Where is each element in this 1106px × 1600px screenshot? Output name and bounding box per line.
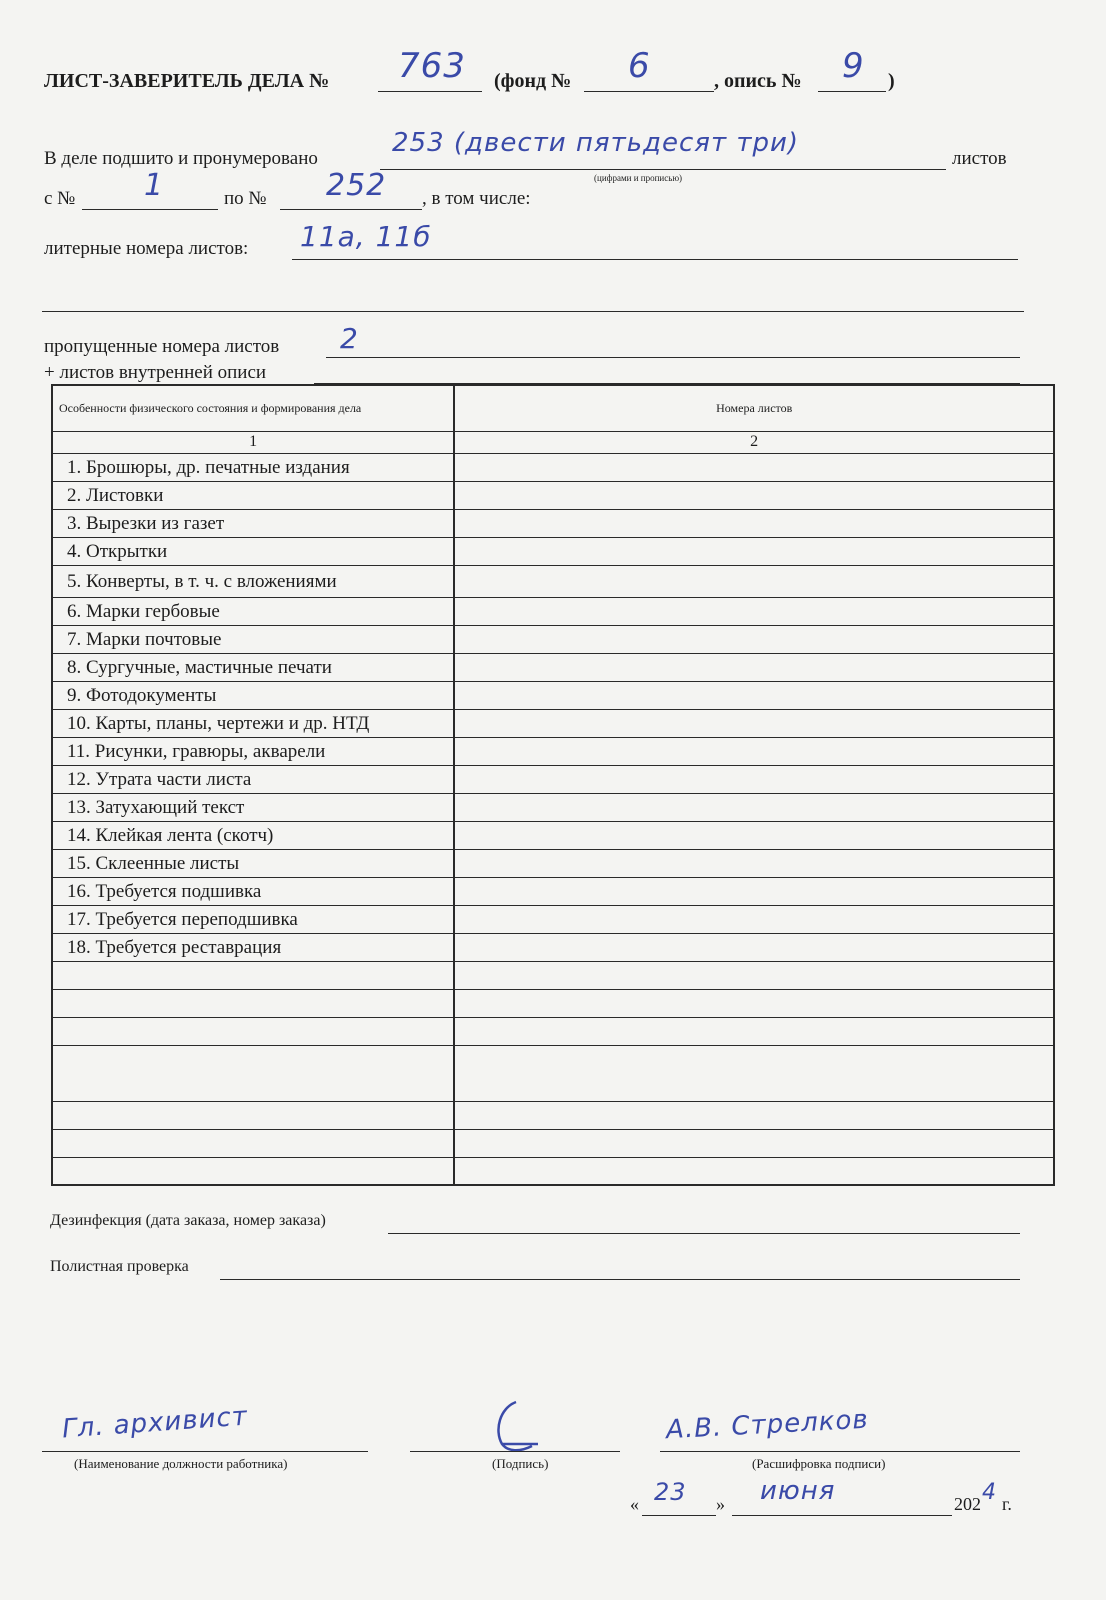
row-label: 1. Брошюры, др. печатные издания — [52, 453, 454, 481]
table-row — [52, 481, 1054, 509]
row-value — [454, 849, 1054, 877]
row-label: 16. Требуется подшивка — [52, 877, 454, 905]
row-value — [454, 565, 1054, 597]
disinfection-line — [388, 1212, 1020, 1234]
row-label: 5. Конверты, в т. ч. с вложениями — [52, 565, 454, 597]
table-row-empty — [52, 1157, 1054, 1185]
table-row — [52, 793, 1054, 821]
table-row-empty — [52, 1017, 1054, 1045]
decode-line — [660, 1451, 1020, 1452]
close-paren: ) — [888, 70, 895, 92]
table-row — [52, 453, 1054, 481]
col1-number: 1 — [52, 431, 454, 453]
fond-number-value: 6 — [628, 46, 651, 86]
row-value — [454, 765, 1054, 793]
row-value — [454, 625, 1054, 653]
sheets-value: 253 (двести пятьдесят три) — [392, 128, 800, 158]
table-row-empty — [52, 1101, 1054, 1129]
table-row-empty — [52, 1045, 1054, 1101]
row-value — [454, 509, 1054, 537]
table-row — [52, 537, 1054, 565]
row-value — [454, 905, 1054, 933]
table-row — [52, 681, 1054, 709]
opis-label: , опись № — [714, 70, 802, 92]
table-row — [52, 597, 1054, 625]
table-row — [52, 821, 1054, 849]
table-row — [52, 905, 1054, 933]
physical-state-table — [51, 384, 1055, 1186]
row-value — [454, 793, 1054, 821]
case-number-value: 763 — [398, 46, 466, 86]
row-label: 18. Требуется реставрация — [52, 933, 454, 961]
date-year-suffix: г. — [1002, 1494, 1012, 1514]
row-value — [454, 653, 1054, 681]
table-row — [52, 709, 1054, 737]
opis-number-value: 9 — [842, 46, 865, 86]
blank-line — [42, 290, 1024, 312]
table-row — [52, 737, 1054, 765]
row-label: 14. Клейкая лента (скотч) — [52, 821, 454, 849]
from-label: с № — [44, 188, 76, 209]
row-value — [454, 709, 1054, 737]
signature-caption: (Подпись) — [492, 1456, 549, 1471]
row-label: 3. Вырезки из газет — [52, 509, 454, 537]
row-label: 17. Требуется переподшивка — [52, 905, 454, 933]
missing-numbers-label: пропущенные номера листов — [44, 336, 280, 357]
table-row — [52, 933, 1054, 961]
col1-header: Особенности физического состояния и формирования дела — [52, 385, 454, 431]
row-label: 12. Утрата части листа — [52, 765, 454, 793]
date-close-quote: » — [716, 1494, 725, 1514]
row-value — [454, 737, 1054, 765]
table-row-empty — [52, 961, 1054, 989]
row-label: 7. Марки почтовые — [52, 625, 454, 653]
table-row-empty — [52, 1129, 1054, 1157]
table-number-row — [52, 431, 1054, 453]
letter-numbers-label: литерные номера листов: — [44, 238, 249, 259]
row-value — [454, 933, 1054, 961]
decode-caption: (Расшифровка подписи) — [752, 1456, 886, 1471]
table-row — [52, 877, 1054, 905]
sheets-label: В деле подшито и пронумеровано — [44, 148, 318, 169]
date-open-quote: « — [630, 1494, 639, 1514]
row-label: 15. Склеенные листы — [52, 849, 454, 877]
table-header-row — [52, 385, 1054, 431]
date-month: июня — [760, 1476, 836, 1506]
col2-header: Номера листов — [454, 385, 1054, 431]
table-row-empty — [52, 989, 1054, 1017]
table-row — [52, 653, 1054, 681]
including-label: , в том числе: — [422, 188, 531, 209]
row-label: 9. Фотодокументы — [52, 681, 454, 709]
table-row — [52, 765, 1054, 793]
letter-numbers-value: 11а, 11б — [300, 220, 432, 253]
position-caption: (Наименование должности работника) — [74, 1456, 288, 1471]
row-label: 8. Сургучные, мастичные печати — [52, 653, 454, 681]
page-title: ЛИСТ-ЗАВЕРИТЕЛЬ ДЕЛА № — [44, 70, 330, 92]
row-value — [454, 453, 1054, 481]
disinfection-label: Дезинфекция (дата заказа, номер заказа) — [50, 1212, 326, 1229]
signature-mark-icon — [486, 1396, 546, 1456]
missing-numbers-value: 2 — [340, 322, 359, 355]
row-value — [454, 821, 1054, 849]
row-value — [454, 681, 1054, 709]
table-row — [52, 565, 1054, 597]
row-label: 4. Открытки — [52, 537, 454, 565]
to-label: по № — [224, 188, 267, 209]
check-line — [220, 1258, 1020, 1280]
row-label: 11. Рисунки, гравюры, акварели — [52, 737, 454, 765]
sheets-suffix: листов — [952, 148, 1007, 169]
signature-line — [410, 1451, 620, 1452]
from-value: 1 — [144, 168, 165, 203]
row-label: 6. Марки гербовые — [52, 597, 454, 625]
position-line — [42, 1451, 368, 1452]
to-value: 252 — [326, 168, 387, 203]
date-year-prefix: 202 — [954, 1494, 981, 1514]
row-value — [454, 481, 1054, 509]
check-label: Полистная проверка — [50, 1258, 189, 1275]
sheets-hint: (цифрами и прописью) — [594, 173, 683, 183]
table-row — [52, 625, 1054, 653]
decode-value: А.В. Стрелков — [665, 1404, 870, 1446]
row-value — [454, 877, 1054, 905]
row-value — [454, 537, 1054, 565]
missing-numbers-line — [326, 336, 1020, 358]
row-label: 13. Затухающий текст — [52, 793, 454, 821]
fond-label: (фонд № — [494, 70, 572, 92]
row-value — [454, 597, 1054, 625]
row-label: 10. Карты, планы, чертежи и др. НТД — [52, 709, 454, 737]
row-label: 2. Листовки — [52, 481, 454, 509]
date-day: 23 — [654, 1478, 687, 1506]
inner-inventory-label: + листов внутренней описи — [44, 362, 267, 383]
col2-number: 2 — [454, 431, 1054, 453]
table-row — [52, 509, 1054, 537]
inner-inventory-line — [314, 362, 1020, 384]
table-row — [52, 849, 1054, 877]
date-year-digit: 4 — [982, 1480, 997, 1505]
position-value: Гл. архивист — [61, 1401, 249, 1445]
